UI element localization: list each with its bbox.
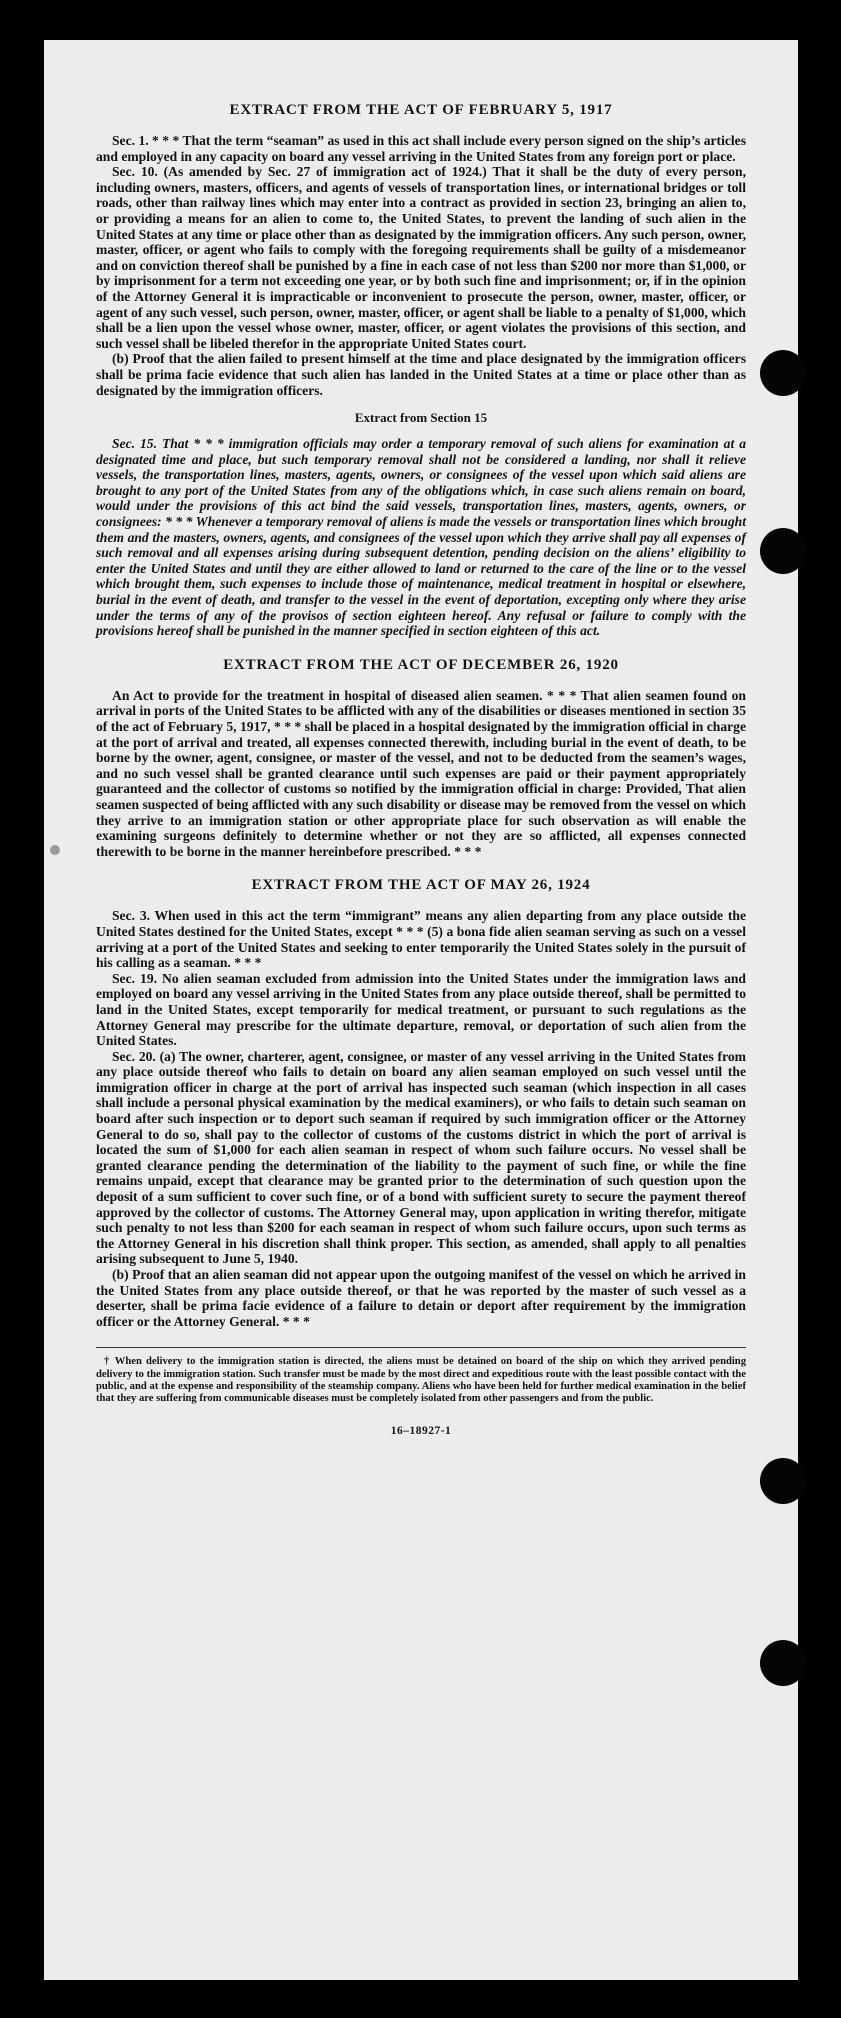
punch-hole <box>760 1640 806 1686</box>
document-body <box>96 102 746 1329</box>
section-paragraph: An Act to provide for the treatment in hospital of diseased alien seamen. * * * That alien seamen found on arrival in ports of the United States to be afflicted with any of the disabilities or diseases mentioned in section 35 of the act of February 5, 1917, * * * shall be placed in a hospital designated by the immigration official in charge at the port of arrival and treated, all expenses connected therewith, including burial in the event of death, to be borne by the owner, agent, consignee, or master of the vessel, and not to be deducted from the seamen’s wages, and no such vessel shall be granted clearance until such expenses are paid or their payment appropriately guaranteed and the collector of customs so notified by the immigration official in charge: Provided, That alien seamen suspected of being afflicted with any such disability or disease may be removed from the vessel on which they arrive to an immigration station or other appropriate place for such observation as will enable the examining surgeons definitely to determine whether or not they are so afflicted, all expenses connected therewith to be borne in the manner hereinbefore prescribed. * * * <box>96 687 746 859</box>
punch-hole <box>760 528 806 574</box>
punch-hole <box>760 350 806 396</box>
document-page <box>44 40 798 1980</box>
footnote <box>96 1347 746 1405</box>
section-paragraph: (b) Proof that the alien failed to present himself at the time and place designated by the immigration officers shall be prima facie evidence that such alien has landed in the United States at a time or place other than as designated by the immigration officers. <box>96 351 746 398</box>
form-code: 16–18927-1 <box>390 1425 452 1438</box>
footnote-text: † When delivery to the immigration station is directed, the aliens must be detained on board of the ship on which they arrived pending delivery to the immigration station. Such transfer must be made by the most direct and expeditious route with the least possible contact with the public, and at the expense and responsibility of the steamship company. Aliens who have been held for further medical examination in the belief that they are suffering from communicable diseases must be completely isolated from other passengers and from the public. <box>96 1356 746 1404</box>
section-paragraph: Sec. 20. (a) The owner, charterer, agent, consignee, or master of any vessel arriving in the United States from any place outside thereof who fails to detain on board any alien seaman employed on such vessel until the immigration officer in charge at the port of arrival has inspected such seaman (which inspection in all cases shall include a personal physical examination by the medical examiners), or who fails to detain such seaman on board after such inspection or to deport such seaman if required by such immigration officer or the Attorney General to do so, shall pay to the collector of customs of the customs district in which the port of arrival is located the sum of $1,000 for each alien seaman in respect of whom such failure occurs. No vessel shall be granted clearance pending the determination of the liability to the payment of such fine, or while the fine remains unpaid, except that clearance may be granted prior to the determination of such question upon the deposit of a sum sufficient to cover such fine, or of a bond with sufficient surety to secure the payment thereof approved by the collector of customs. The Attorney General may, upon application in writing therefor, mitigate such penalty to not less than $200 for each seaman in respect of whom such failure occurs, upon such terms as the Attorney General in his discretion shall think proper. This section, as amended, shall apply to all penalties arising subsequent to June 5, 1940. <box>96 1048 746 1267</box>
section-heading: Extract from Section 15 <box>354 410 488 426</box>
punch-hole <box>760 1458 806 1504</box>
section-paragraph: Sec. 15. That * * * immigration officials may order a temporary removal of such aliens for examination at a designated time and place, but such temporary removal shall not be considered a landing, nor shall it relieve vessels, the transportation lines, masters, agents, owners, or consignees of the vessel upon which said aliens are brought to any port of the United States from any of the obligations which, in case such aliens remain on board, would under the provisions of this act bind the said vessels, transportation lines, masters, agents, owners, or consignees: * * * Whenever a temporary removal of aliens is made the vessels or transportation lines which brought them and the masters, owners, agents, and consignees of the vessel upon which they arrive shall pay all expenses of such removal and all expenses arising during subsequent detention, pending decision on the aliens’ eligibility to enter the United States and until they are either allowed to land or returned to the care of the line or to the vessel which brought them, such expenses to include those of maintenance, medical treatment in hospital or elsewhere, burial in the event of death, and transfer to the vessel in the event of deportation, excepting only where they arise under the terms of any of the provisos of section eighteen hereof. Any refusal or failure to comply with the provisions hereof shall be punished in the manner specified in section eighteen of this act. <box>96 436 746 639</box>
section-heading: EXTRACT FROM THE ACT OF DECEMBER 26, 1920 <box>223 656 619 673</box>
section-paragraph: (b) Proof that an alien seaman did not appear upon the outgoing manifest of the vessel on which he arrived in the United States from any place outside thereof, or that he was reported by the master of such vessel as a deserter, shall be prima facie evidence of a failure to detain or deport after requirement by the immigration officer or the Attorney General. * * * <box>96 1267 746 1329</box>
section-heading: EXTRACT FROM THE ACT OF FEBRUARY 5, 1917 <box>229 102 613 118</box>
section-heading: EXTRACT FROM THE ACT OF MAY 26, 1924 <box>251 877 591 894</box>
section-paragraph: Sec. 19. No alien seaman excluded from admission into the United States under the immigration laws and employed on board any vessel arriving in the United States from any place outside thereof, shall be permitted to land in the United States, except temporarily for medical treatment, or pursuant to such regulations as the Attorney General may prescribe for the ultimate departure, removal, or deportation of such alien from the United States. <box>96 970 746 1049</box>
section-paragraph: Sec. 1. * * * That the term “seaman” as used in this act shall include every person signed on the ship’s articles and employed in any capacity on board any vessel arriving in the United States from any foreign port or place. <box>96 133 746 164</box>
paper-speck <box>50 845 60 855</box>
section-paragraph: Sec. 10. (As amended by Sec. 27 of immigration act of 1924.) That it shall be the duty of every person, including owners, masters, officers, and agents of vessels of transportation lines, or international bridges or toll roads, other than railway lines which may enter into a contract as provided in section 23, bringing an alien to, or providing a means for an alien to come to, the United States, to prevent the landing of such alien in the United States at any time or place other than as designated by the immigration officers. Any such person, owner, master, officer, or agent who fails to comply with the foregoing requirements shall be guilty of a misdemeanor and on conviction thereof shall be punished by a fine in each case of not less than $200 nor more than $1,000, or by imprisonment for a term not exceeding one year, or by both such fine and imprisonment; or, if in the opinion of the Attorney General it is impracticable or inconvenient to prosecute the person, owner, master, officer, or agent of any such vessel, such person, owner, master, officer, or agent shall be liable to a penalty of $1,000, which shall be a lien upon the vessel whose owner, master, officer, or agent violates the provisions of this section, and such vessel shall be libeled therefor in the appropriate United States court. <box>96 164 746 351</box>
section-paragraph: Sec. 3. When used in this act the term “immigrant” means any alien departing from any place outside the United States destined for the United States, except * * * (5) a bona fide alien seaman serving as such on a vessel arriving at a port of the United States and seeking to enter temporarily the United States solely in the pursuit of his calling as a seaman. * * * <box>96 908 746 971</box>
